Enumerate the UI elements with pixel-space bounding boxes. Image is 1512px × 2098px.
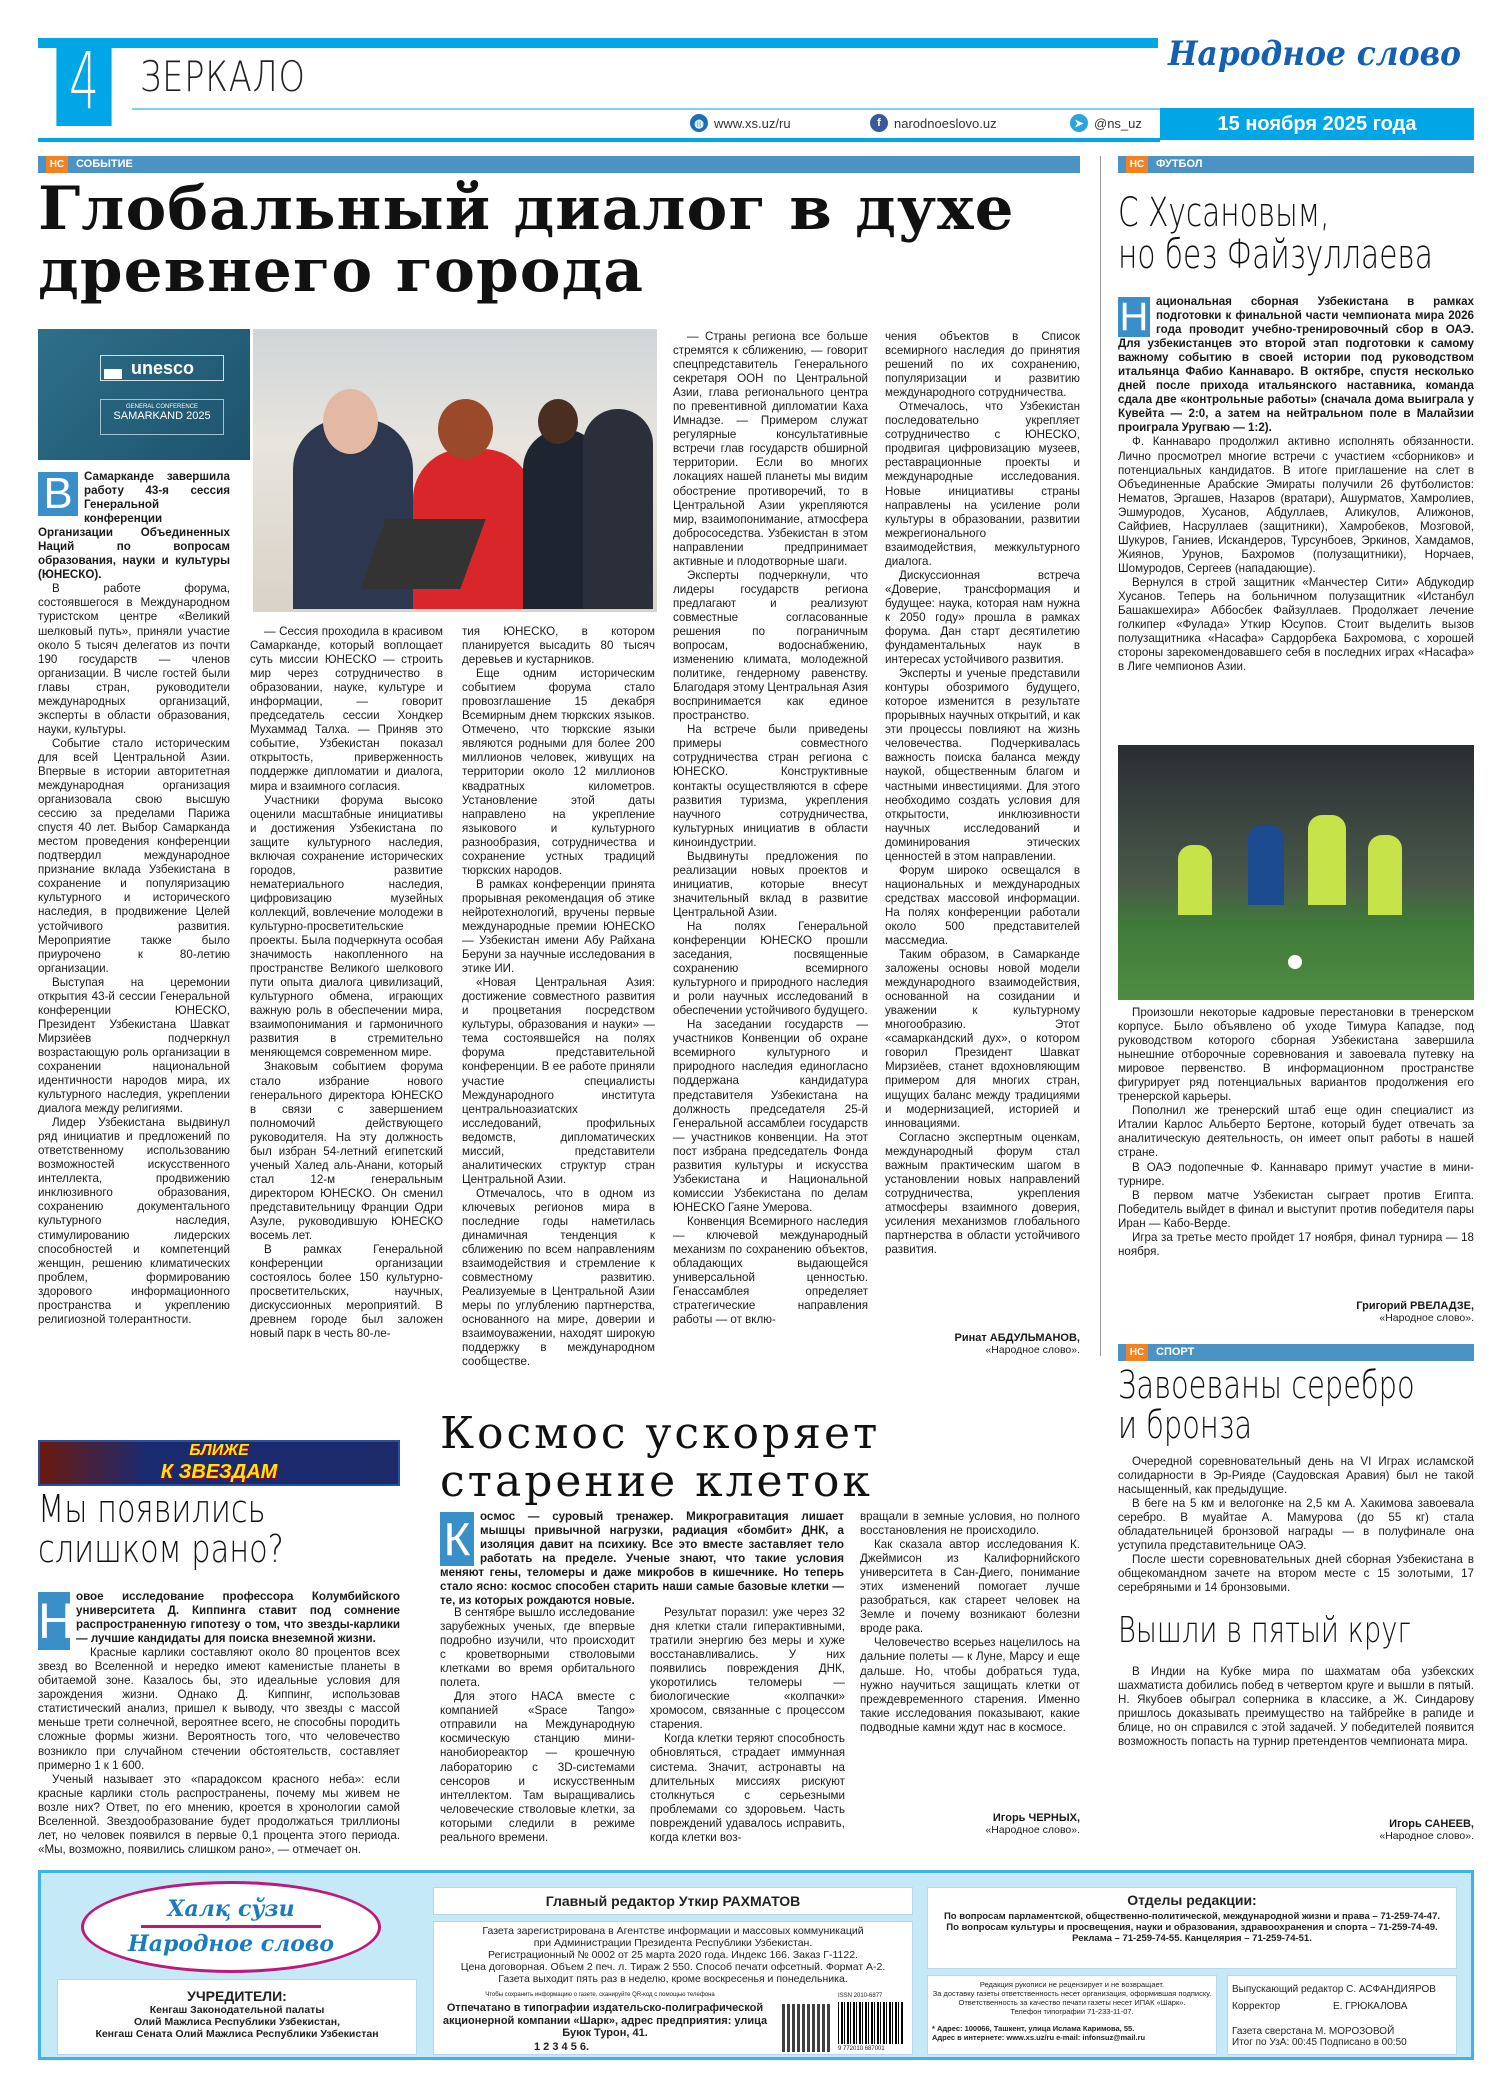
issue-date: 15 ноября 2025 года (1160, 108, 1474, 140)
cosmos-headline: Космос ускоряет старение клеток (440, 1408, 881, 1507)
paragraph: чения объектов в Список всемирного наследия до принятия решений по их сохранению, популяризации и развитию международного сотрудничества. (885, 330, 1080, 400)
website-link[interactable]: ◍ www.xs.uz/ru (690, 114, 791, 132)
paragraph: Когда клетки теряют способность обновляться, страдает иммунная система. Значит, астронавты на длительных миссиях рискуют столкнуться с серьезными проблемами со здоровьем. Часть повреждений удавалось исправить, когда клетки воз- (650, 1732, 845, 1844)
footer-imprint: Халқ сўзи Народное слово УЧРЕДИТЕЛИ: Кенгаш Законодательной палаты Олий Мажлиса Республики Узбекистан, Кенгаш Сената Олий Мажлиса Республики Узбекистан Главный редактор Уткир РАХМАТОВ Газета зарегистрирована в Агентстве информации и массовых коммуникаций при Администрации Президента Республики Узбекистан. Регистрационный № 0002 от 25 марта 2020 года. Индекс 166. Заказ Г-1122. Цена договорная. Объем 2 печ. л. Тираж 2 550. Способ печати офсетный. Формат А-2. Газета выходит пять раз в неделю, кроме воскресенья и понедельника. Чтобы сохранить информацию о газете, сканируйте QR-код с помощью телефона Отпечатано в типографии издательско-полиграфической акционерной компании «Шарк», адрес предприятия: улица Буюк Турон, 41. 1 2 3 4 5 6. ISSN 2010-6877 9 772010 687001 Отделы редакции: По вопросам парламентской, общественно-политической, международной жизни и права – 71-259-74-47. По вопросам культуры и просвещения, науки и образования, здравоохранения и спорта – 71-259-74-49. Реклама – 71-259-74-55. Канцелярия – 71-259-74-51. Редакция рукописи не рецензирует и не возвращает. За доставку газеты ответственность несет организация, оформившая подписку. Ответственность за качество печати газеты несет ИПАК «Шарк». Телефон типографии 71-233-11-07. * Адрес: 100066, Ташкент, улица Ислама Каримова, 55. Адрес в интернете: www.xs.uz/ru e-mail: infonsuz@mail.ru Выпускающий редактор С. АСФАНДИЯРОВ Корректор Е. ГРЮКАЛОВА Газета сверстана М. МОРОЗОВОЙ Итог по УзА: 00:45 Подписано в 00:50 (38, 1870, 1474, 2060)
paragraph: Очередной соревновательный день на VI Играх исламской солидарности в Эр-Рияде (Саудовская Аравия) был не такой насыщенный, как предыдущие. (1118, 1455, 1474, 1497)
header-top-bar (38, 38, 1158, 48)
main-column-2 (250, 625, 443, 1365)
facebook-icon: f (870, 114, 888, 132)
paragraph: Таким образом, в Самарканде заложены основы новой модели международного взаимодействия, основанной на созидании и уважении к культурному многообразию. Этот «самаркандский дух», о котором говорил Президент Шавкат Мирзиёев, станет вдохновляющим примером для многих стран, ищущих баланс между традициями и модернизацией, историей и инновациями. (885, 948, 1080, 1130)
telegram-link[interactable]: ➤ @ns_uz (1070, 114, 1142, 132)
paragraph: Игра за третье место пройдет 17 ноября, финал турнира — 18 ноября. (1118, 1230, 1474, 1258)
stars-text: Н овое исследование профессора Колумбийского университета Д. Киппинга ставит под сомнение распространенную гипотезу о том, что звезды-карлики — лучшие кандидаты для поиска внеземной жизни. Красные карлики составляют около 80 процентов всех звезд во Вселенной и нередко имеют каменистые планеты в обитаемой зоне. Казалось бы, это идеальные условия для зарождения жизни. Однако Д. Киппинг, использовав статистический анализ, пришел к выводу, что звезды с массой меньше трети солнечной, вероятнее всего, не способны породить сложные формы жизни. Вероятность того, что человечество возникло при случайном стечении обстоятельств, составляет примерно 1 к 1 600. Ученый называет это «парадоксом красного неба»: если красные карлики столь распространены, почему мы живем не возле них? Ответ, по его мнению, кроется в хронологии самой Вселенной. Звездообразование будет продолжаться триллионы лет, но человек появился в первые 0,1 процента этого периода. «Мы, возможно, появились слишком рано», — отмечает он. (38, 1590, 400, 1856)
paragraph: Отмечалось, что Узбекистан последовательно укрепляет сотрудничество с ЮНЕСКО, продвигая цифровизацию музеев, реставрационные проекты и международные исследования. Новые инициативы страны направлены на усиление роли культуры в образовании, развитии межрегионального взаимодействия, межкультурного диалога. (885, 400, 1080, 568)
paragraph: В рамках Генеральной конференции организации состоялось более 150 культурно-просветительских, научных, дискуссионных мероприятий. В древнем городе был заложен новый парк в честь 80-ле- (250, 1243, 443, 1341)
paragraph: На полях Генеральной конференции ЮНЕСКО прошли заседания, посвященные сохранению всемирного культурного и природного наследия и роли научных исследований в обеспечении устойчивого будущего. (673, 919, 868, 1018)
header-bottom-bar (38, 138, 1160, 142)
section-bar-football: НС ФУТБОЛ (1118, 156, 1474, 173)
main-column-3 (462, 625, 655, 1369)
paragraph: Знаковым событием форума стало избрание нового генерального директора ЮНЕСКО в связи с завершением полномочий действующего руководителя. На эту должность был избран 54-летний египетский ученый Халед аль-Анани, который стал 12-м генеральным директором ЮНЕСКО. Он сменил представительницу Франции Одри Азуле, руководившую ЮНЕСКО восемь лет. (250, 1060, 443, 1243)
section-bar-event: НС СОБЫТИЕ (38, 156, 1080, 173)
paragraph: Произошли некоторые кадровые перестановки в тренерском корпусе. Было объявлено об уходе Тимура Кападзе, под руководством которого сборная Узбекистана завершила нынешние отборочные соревнования и завоевала путевку на мировое первенство. В информационном пространстве фигурирует ряд потенциальных вариантов продолжения его тренерской карьеры. (1118, 1006, 1474, 1104)
paragraph: — Сессия проходила в красивом Самарканде, который воплощает суть миссии ЮНЕСКО — строить мир через сотрудничество в образовании, науке, культуре и информации, — говорит председатель сессии Хондкер Мухаммад Талха. — Приняв это событие, Узбекистан показал открытость, приверженность поддержке дипломатии и диалога, мира и взаимного согласия. (250, 625, 443, 793)
paragraph: Результат поразил: уже через 32 дня клетки стали гиперактивными, тратили энергию без меры и хуже восстанавливались. У них появились повреждения ДНК, укоротились теломеры — биологические «колпачки» хромосом, связанные с процессом старения. (650, 1606, 845, 1732)
unesco-photo: unesco GENERAL CONFERENCE SAMARKAND 2025 (38, 329, 288, 460)
football-training-photo (1118, 745, 1474, 1000)
paragraph: Дискуссионная встреча «Доверие, трансформация и будущее: наука, которая нам нужна к 2050 году» прошла в рамках форума. Дан старт десятилетию фундаментальных наук в интересах устойчивого развития. (885, 568, 1080, 667)
cosmos-column-3 (860, 1510, 1080, 1805)
paragraph: Лидер Узбекистана выдвинул ряд инициатив и предложений по ответственному использованию возможностей искусственного интеллекта, продвижению инклюзивного образования, сохранению документального культурного наследия, стимулированию лидерских способностей и компетенций женщин, решению климатических проблем, формированию здорового информационного пространства и укреплению религиозной толерантности. (38, 1116, 230, 1326)
football-text-top: Н ациональная сборная Узбекистана в рамках подготовки к финальной части чемпионата мира 2026 года проводит учебно-тренировочный сбор в ОАЭ. Для узбекистанцев это второй этап подготовки к самому важному событию в своей истории под руководством итальянца Фабио Каннаваро. В октябре, спустя несколько дней после прихода итальянского наставника, команда сдала две «контрольные работы» (сначала дома выиграла у Кувейта — 2:0, а затем на нейтральном поле в Малайзии проиграла Уругваю — 1:2). Ф. Каннаваро продолжил активно исполнять обязанности. Лично просмотрел многие встречи с участием «сборников» и потенциальных кандидатов. В итоге приглашение на слет в Объединенные Арабские Эмираты получили 26 футболистов: Нематов, Эргашев, Назаров (вратари), Ашурматов, Хамролиев, Эшмуродов, Хусанов, Абдуллаев, Аликулов, Алижонов, Сайфиев, Насруллаев (защитники), Хамробеков, Мозговой, Шукуров, Ганиев, Искандеров, Турсунбоев, Эркинов, Хамдамов, Жиянов, Урунов, Бахромов (полузащитники), Норчаев, Шомуродов, Сергеев (нападающие). Вернулся в строй защитник «Манчестер Сити» Абдукодир Хусанов. Теперь на больничном полузащитник «Истанбул Башакшехира» Аббосбек Файзуллаев. Продолжает лечение голкипер «Фулада» Уткир Юсупов. Стоит выделить вызов полузащитника «Насафа» Сардорбека Бахромова, с хорошей стороны зарекомендовавшего себя в последних играх «Насафа» в Лиге чемпионов Азии. (1118, 295, 1474, 674)
football-headline: С Хусановым, но без Файзуллаева (1118, 190, 1433, 278)
paragraph: Ф. Каннаваро продолжил активно исполнять обязанности. Лично просмотрел многие встречи с участием «сборников» и потенциальных кандидатов. В итоге приглашение на слет в Объединенные Арабские Эмираты получили 26 футболистов: Нематов, Эргашев, Назаров (вратари), Ашурматов, Хамролиев, Эшмуродов, Хусанов, Абдуллаев, Аликулов, Алижонов, Сайфиев, Насруллаев (защитники), Хамробеков, Мозговой, Шукуров, Ганиев, Искандеров, Турсунбоев, Эркинов, Хамдамов, Жиянов, Урунов, Бахромов (полузащитники), Норчаев, Шомуродов, Сергеев (нападающие). (1118, 435, 1474, 575)
paragraph: Участники форума высоко оценили масштабные инициативы и достижения Узбекистана по защите культурного наследия, включая сохранение исторических городов, развитие нематериального наследия, цифровизацию музейных коллекций, вовлечение молодежи в культурно-просветительские проекты. Была подчеркнута особая значимость накопленного на пространстве Великого шелкового пути опыта диалога цивилизаций, культурного обмена, играющих важную роль в обеспечении мира, взаимопонимания и гармоничного развития в стремительно меняющемся современном мире. (250, 793, 443, 1060)
paragraph: ациональная сборная Узбекистана в рамках подготовки к финальной части чемпионата мира 2026 года проводит учебно-тренировочный сбор в ОАЭ. Для узбекистанцев это второй этап подготовки к самому важному событию в своей истории под руководством итальянца Фабио Каннаваро. В октябре, спустя несколько дней после прихода итальянского наставника, команда сдала две «контрольные работы» (сначала дома выиграла у Кувейта — 2:0, а затем на нейтральном поле в Малайзии проиграла Уругваю — 1:2). (1118, 295, 1474, 435)
sport-headline: Завоеваны серебро и бронза (1118, 1363, 1415, 1447)
globe-icon: ◍ (690, 114, 708, 132)
paragraph: — Страны региона все больше стремятся к сближению, — говорит спецпредставитель Генерального секретаря ООН по Центральной Азии, глава регионального центра по превентивной дипломатии Каха Имнадзе. — Примером служат регулярные консультативные встречи глав государств обширной территории. Если во многих локациях нашей планеты мы видим обострение противоречий, то в Центральной Азии укрепляются мир, взаимопонимание, атмосфера добрососедства. Узбекистан в этом направлении предпринимает активные и плодотворные шаги. (673, 330, 868, 568)
football-author: Григорий РВЕЛАДЗЕ, «Народное слово». (1356, 1300, 1474, 1324)
article-lede: Самарканде завершила работу 43-я сессия Генеральной конференции Организации Объединенных Наций по вопросам образования, науки и культуры (ЮНЕСКО). (38, 470, 230, 582)
paragraph: В работе форума, состоявшегося в Международном туристском центре «Великий шелковый путь», приняли участие около 5 тысяч делегатов из почти 190 государств — членов организации. В числе гостей были главы стран, руководители международных организаций, эксперты в области образования, науки, культуры. (38, 582, 230, 736)
football-text-bottom (1118, 1006, 1474, 1286)
barcode (838, 2002, 904, 2044)
drop-cap: В (38, 472, 78, 516)
paragraph: Конвенция Всемирного наследия — ключевой международный механизм по сохранению объектов, обладающих выдающейся универсальной ценностью. Генассамблея определяет стратегические направления работы — от вклю- (673, 1214, 868, 1327)
paragraph: Ученый называет это «парадоксом красного неба»: если красные карлики столь распространены, почему мы живем не возле них? Ответ, по его мнению, кроется в хронологии самой Вселенной. Звездообразование будет продолжаться триллионы лет, но человек появился в первые 0,1 процента этого периода. «Мы, возможно, появились слишком рано», — отмечает он. (38, 1772, 400, 1856)
paragraph: вращали в земные условия, но полного восстановления не происходило. (860, 1510, 1080, 1538)
paragraph: Вернулся в строй защитник «Манчестер Сити» Абдукодир Хусанов. Теперь на больничном полузащитник «Истанбул Башакшехира» Аббосбек Файзуллаев. Продолжает лечение голкипер «Фулада» Уткир Юсупов. Стоит выделить вызов полузащитника «Насафа» Сардорбека Бахромова, с хорошей стороны зарекомендовавшего себя в последних играх «Насафа» в Лиге чемпионов Азии. (1118, 575, 1474, 674)
paragraph: Для этого НАСА вместе с компанией «Space Tango» отправили на Международную космическую станцию мини-нанобиореактор — крошечную лабораторию с 3D-системами сенсоров и искусственным интеллектом. Там выращивались человеческие стволовые клетки, за которыми следили в режиме реального времени. (440, 1690, 635, 1844)
footer-logo: Халқ сўзи Народное слово (81, 1881, 381, 1973)
paragraph: В ОАЭ подопечные Ф. Каннаваро примут участие в мини-турнире. (1118, 1160, 1474, 1188)
paragraph: Форум широко освещался в национальных и международных средствах массовой информации. На полях конференции работали около 500 представителей массмедиа. (885, 863, 1080, 948)
main-column-4 (673, 330, 868, 1365)
cosmos-column-1 (440, 1606, 635, 1844)
paragraph: В беге на 5 км и велогонке на 2,5 км А. Хакимова завоевала серебро. В муайтае А. Мамурова (до 55 кг) стала обладательницей бронзовой награды — в полуфинале она уступила представительнице ОАЭ. (1118, 1497, 1474, 1553)
paragraph: Согласно экспертным оценкам, международный форум стал важным практическим шагом в установлении новых направлений сотрудничества, укрепления атмосферы взаимного доверия, усиления механизмов глобального партнерства в области устойчивого развития. (885, 1130, 1080, 1257)
paragraph: В сентябре вышло исследование зарубежных ученых, где впервые подробно изучили, что происходит с кроветворными стволовыми клетками во время орбитального полета. (440, 1606, 635, 1690)
paragraph: На встрече были приведены примеры совместного сотрудничества стран региона с ЮНЕСКО. Конструктивные контакты осуществляются в сфере развития туризма, укрепления научного сотрудничества, культурных инициатив в области киноиндустрии. (673, 723, 868, 849)
paragraph: Эксперты подчеркнули, что лидеры государств региона предлагают и реализуют совместные согласованные решения по пограничным вопросам, водоснабжению, изменению климата, молодежной политике, гендерному равенству. Благодаря этому Центральная Азия воспринимается как единое пространство. (673, 568, 868, 723)
rubric-title: ЗЕРКАЛО (140, 52, 306, 101)
paragraph: В Индии на Кубке мира по шахматам оба узбекских шахматиста добились побед в четвертом круге и вышли в пятый. Н. Якубоев обыграл соперника в классике, а Ж. Синдарову пришлось доказывать преимущество на тайбрейке в рапиде и блице, но он справился с этой задачей. У победителей появится возможность попасть на турнир претендентов чемпионата мира. (1118, 1665, 1474, 1749)
cosmos-column-2 (650, 1606, 845, 1844)
paragraph: Пополнил же тренерский штаб еще один специалист из Италии Карлос Альберто Бертоне, который будет отвечать за аналитическую деятельность, он имеет опыт работы в нашей стране. (1118, 1104, 1474, 1160)
paragraph: Еще одним историческим событием форума стало провозглашение 15 декабря Всемирным днем тюркских языков. Отмечено, что тюркские языки являются родными для более 200 миллионов человек, живущих на территории около 12 миллионов квадратных километров. Установление этой даты направлено на укрепление языкового и культурного разнообразия, сотрудничества и сохранение устных традиций тюркских народов. (462, 667, 655, 877)
unesco-logo: unesco (100, 355, 224, 381)
paragraph: Как сказала автор исследования К. Джеймисон из Калифорнийского университета в Сан-Диего, понимание этих изменений помогает лучше разобраться, как стареет человек на Земле и почему возникают болезни вроде рака. (860, 1538, 1080, 1636)
conference-photo (250, 329, 657, 612)
sport-author: Игорь САНЕЕВ, «Народное слово». (1379, 1818, 1474, 1842)
chess-text (1118, 1665, 1474, 1775)
paragraph: Человечество всерьез нацелилось на дальние полеты — к Луне, Марсу и еще дальше. Но, чтобы добраться туда, нужно научиться защищать клетки от преждевременного старения. Именно такие исследования показывают, какие подводные камни ждут нас в космосе. (860, 1636, 1080, 1734)
paragraph: Событие стало историческим для всей Центральной Азии. Впервые в истории авторитетная международная организация организовала свою высшую сессию за пределами Парижа спустя 40 лет. Выбор Самарканда местом проведения конференции подтвердил международное признание вклада Узбекистана в сохранение и популяризацию культурного и исторического наследия, в продвижение Целей устойчивого развития. Мероприятие также было приурочено к 80-летию организации. (38, 736, 230, 975)
main-column-5 (885, 330, 1080, 1330)
chief-editor: Главный редактор Уткир РАХМАТОВ (433, 1887, 913, 1915)
paragraph: Эксперты и ученые представили контуры обозримого будущего, которое изменится в результате прорывных научных открытий, и как эти процессы повлияют на жизнь человечества. Подчеркивалась важность поиска баланса между наукой, общественным благом и частными инвестициями. Для этого необходимо создать условия для открытости, инклюзивности научных исследований и доминирования этических ценностей в этом направлении. (885, 667, 1080, 863)
page-number: 4 (56, 38, 111, 126)
paragraph: Красные карлики составляют около 80 процентов всех звезд во Вселенной и нередко имеют каменистые планеты в обитаемой зоне. Казалось бы, это идеальные условия для зарождения жизни. Однако Д. Киппинг, использовав статистический анализ, пришел к выводу, что звезды с массой меньше трети солнечной, вероятнее всего, не способны породить сложные формы жизни. Вероятность того, что человечество возникло при случайном стечении обстоятельств, составляет примерно 1 к 1 600. (38, 1646, 400, 1772)
column-divider (1100, 156, 1101, 1356)
facebook-link[interactable]: f narodnoeslovo.uz (870, 114, 997, 132)
cosmos-author: Игорь ЧЕРНЫХ, «Народное слово». (985, 1812, 1080, 1836)
paragraph: Выступая на церемонии открытия 43-й сессии Генеральной конференции ЮНЕСКО, Президент Узбекистана Шавкат Мирзиёев подчеркнул возрастающую роль организации в сохранении национальной идентичности народов мира, их культурного наследия, укреплении диалога между религиями. (38, 975, 230, 1116)
stars-banner: БЛИЖЕ К ЗВЕЗДАМ (38, 1440, 400, 1486)
sport-text (1118, 1455, 1474, 1605)
paragraph: Выдвинуты предложения по реализации новых проектов и инициатив, которые внесут значительный вклад в развитие Центральной Азии. (673, 849, 868, 919)
paragraph: тия ЮНЕСКО, в котором планируется высадить 80 тысяч деревьев и кустарников. (462, 625, 655, 667)
cosmos-lede: К осмос — суровый тренажер. Микрогравитация лишает мышцы привычной нагрузки, радиация «бомбит» ДНК, а изоляция давит на психику. Все это вместе заставляет тело работать на пределе. Ученые знают, что такие условия меняют гены, теломеры и даже микробов в кишечнике. Но теперь стало ясно: космос способен старить наши самые базовые клетки — те, из которых рождаются новые. (440, 1510, 844, 1608)
chess-headline: Вышли в пятый круг (1118, 1610, 1411, 1651)
paragraph: На заседании государств — участников Конвенции об охране всемирного культурного и природного наследия единогласно поддержана кандидатура представителя Узбекистана на должность председателя 25-й Генеральной ассамблеи государств — участников конвенции. На этот пост избрана председатель Фонда развития культуры и искусства Узбекистана и Национальной комиссии Узбекистана по делам ЮНЕСКО Гаяне Умерова. (673, 1018, 868, 1214)
paragraph: После шести соревновательных дней сборная Узбекистана в общекомандном зачете на втором месте с 15 золотыми, 17 серебряными и 14 бронзовыми. (1118, 1553, 1474, 1595)
qr-code (782, 2004, 830, 2052)
section-badge: НС (46, 156, 68, 173)
paragraph: В рамках конференции принята прорывная рекомендация об этике нейротехнологий, вручены первые международные премии ЮНЕСКО — Узбекистан имени Абу Райхана Беруни за научные исследования в этике ИИ. (462, 877, 655, 976)
stars-headline: Мы появились слишком рано? (38, 1487, 284, 1571)
paragraph: В первом матче Узбекистан сыграет против Египта. Победитель выйдет в финал и выступит против победителя пары Иран — Кабо-Верде. (1118, 1188, 1474, 1230)
paragraph: осмос — суровый тренажер. Микрогравитация лишает мышцы привычной нагрузки, радиация «бомбит» ДНК, а изоляция давит на психику. Все это вместе заставляет тело работать на пределе. Ученые знают, что такие условия меняют гены, теломеры и даже микробов в кишечнике. Но теперь стало ясно: космос способен старить наши самые базовые клетки — те, из которых рождаются новые. (440, 1510, 844, 1608)
main-column-1 (38, 470, 230, 1365)
main-author: Ринат АБДУЛЬМАНОВ, «Народное слово». (954, 1332, 1080, 1356)
section-bar-sport: НС СПОРТ (1118, 1344, 1474, 1361)
telegram-icon: ➤ (1070, 114, 1088, 132)
temple-icon (104, 369, 122, 379)
paragraph: Отмечалось, что в одном из ключевых регионов мира в последние годы наметилась динамичная тенденция к сближению по всем направлениям взаимодействия и стремление к совместному развитию. Реализуемые в Центральной Азии меры по углублению партнерства, основанного на мире, доверии и взаимоуважении, находят широкую поддержку в международном сообществе. (462, 1186, 655, 1369)
paragraph: «Новая Центральная Азия: достижение совместного развития и процветания посредством культуры, образования и науки» — тема состоявшейся на полях форума представительной конференции. В ее работе приняли участие специалисты Международного института центральноазиатских исследований, профильных ведомств, дипломатических миссий, представители аналитических структур стран Центральной Азии. (462, 976, 655, 1186)
main-headline: Глобальный диалог в духе древнего города (38, 174, 1015, 306)
newspaper-logo[interactable]: Народное слово (1168, 34, 1461, 74)
paragraph: овое исследование профессора Колумбийского университета Д. Киппинга ставит под сомнение распространенную гипотезу о том, что звезды-карлики — лучшие кандидаты для поиска внеземной жизни. (76, 1590, 400, 1646)
